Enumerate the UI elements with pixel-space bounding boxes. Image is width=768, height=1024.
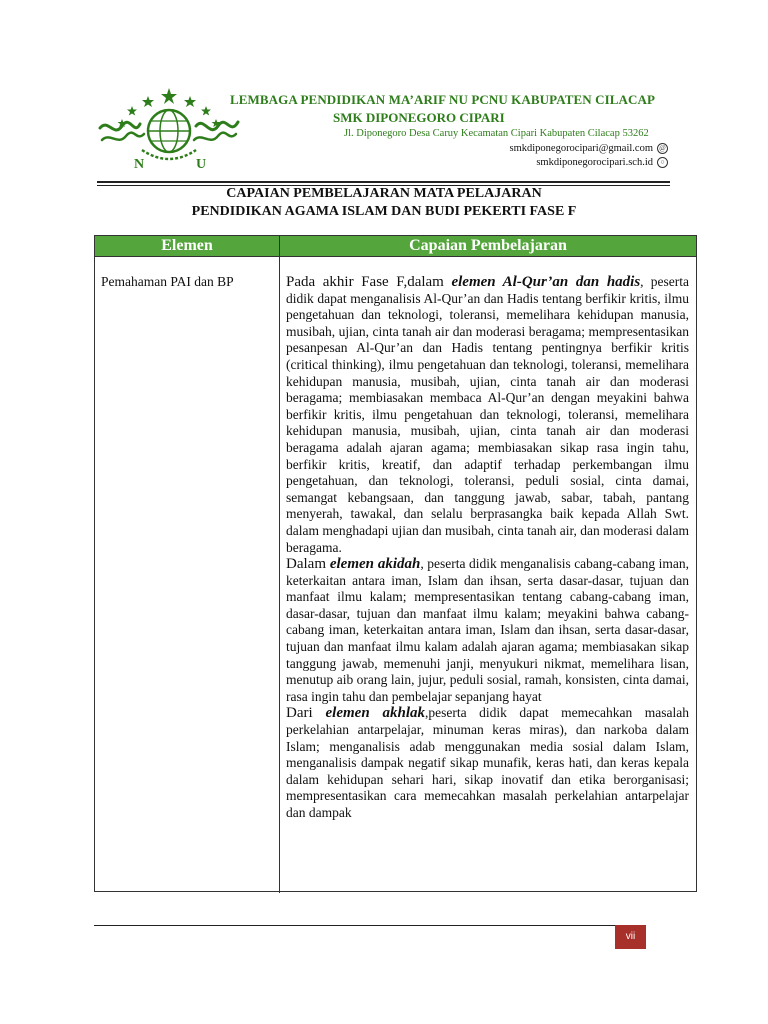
nu-logo bbox=[96, 86, 242, 174]
document-title-line2: PENDIDIKAN AGAMA ISLAM DAN BUDI PEKERTI FASE F bbox=[191, 204, 577, 219]
outcome-cell bbox=[286, 274, 689, 891]
school-website bbox=[536, 157, 668, 168]
school-email bbox=[509, 143, 668, 154]
logo-letter-n: N bbox=[134, 157, 145, 172]
element-name-akidah: elemen akidah bbox=[329, 556, 421, 573]
paragraph-lead: Dalam bbox=[286, 556, 330, 573]
paragraph-lead: Dari bbox=[286, 705, 326, 722]
paragraph-text: , peserta didik menganalisis cabang-cabang iman, keterkaitan antara iman, Islam dan ihsan, serta dasar-dasar, tujuan dan manfaat ilmu kalam; mempresentasikan tentang cabang-cabang iman, dasar-dasar, tujuan dan manfaat ilmu kalam; meyakini bahwa cabang-cabang iman, keterkaitan antara iman, Islam dan ihsan, serta dasar-dasar, tujuan dan manfaat ilmu kalam adalah ajaran agama; membiasakan sikap tanggung jawab, memenuhi janji, menyukuri nikmat, memelihara lisan, menutup aib orang lain, jujur, peduli sosial, ramah, konsisten, cinta damai, rasa ingin tahu dan pembelajar sepanjang hayat bbox=[286, 556, 689, 704]
email-icon: @ bbox=[657, 143, 668, 154]
email-text: smkdiponegorocipari@gmail.com bbox=[509, 143, 653, 154]
element-name-akhlak: elemen akhlak bbox=[325, 705, 426, 722]
document-title-line1: CAPAIAN PEMBELAJARAN MATA PELAJARAN bbox=[226, 186, 542, 201]
paragraph-akidah bbox=[286, 556, 689, 705]
element-cell: Pemahaman PAI dan BP bbox=[101, 274, 234, 289]
column-divider bbox=[279, 236, 280, 893]
header-capaian: Capaian Pembelajaran bbox=[280, 236, 696, 256]
learning-outcomes-table bbox=[94, 235, 697, 892]
header-divider bbox=[95, 256, 696, 257]
paragraph-lead: Pada akhir Fase F,dalam bbox=[286, 274, 452, 290]
header-elemen: Elemen bbox=[95, 236, 279, 256]
paragraph-quran-hadis bbox=[286, 274, 689, 556]
paragraph-text: , peserta didik dapat menganalisis Al-Qur’an dan Hadis tentang berfikir kritis, ilmu pengetahuan dan teknologi, toleransi, memelihara kehidupan manusia, musibah, ujian, cinta tanah air dan moderasi beragama; mempresentasikan pesanpesan Al-Qur’an dan Hadis tentang pentingnya berfikir kritis (critical thinking), ilmu pengetahuan dan teknologi, toleransi, memelihara kehidupan manusia, musibah, ujian, cinta tanah air dan moderasi beragama; membiasakan membaca Al-Qur’an dengan meyakini bahwa berfikir kritis, ilmu pengetahuan dan teknologi, toleransi, memelihara kehidupan manusia, musibah, ujian, cinta tanah air dan moderasi beragama adalah ajaran agama; membiasakan sikap rasa ingin tahu, berfikir kritis, kreatif, dan adaptif terhadap perkembangan ilmu pengetahuan, dan teknologi, toleransi, peduli sosial, cinta damai, semangat kebangsaan, dan tanggung jawab, sabar, tabah, pantang menyerah, tawakal, dan selalu berprasangka baik kepada Allah Swt. dalam menghadapi ujian dan musibah, cinta tanah air, dan moderasi dalam beragama. bbox=[286, 274, 689, 555]
school-name: SMK DIPONEGORO CIPARI bbox=[333, 110, 505, 125]
footer-rule bbox=[94, 925, 646, 926]
logo-letter-u: U bbox=[196, 157, 207, 172]
page-number: vii bbox=[615, 925, 646, 949]
element-name-quran-hadis: elemen Al-Qur’an dan hadis bbox=[451, 274, 641, 290]
paragraph-akhlak bbox=[286, 705, 689, 821]
paragraph-text: ,peserta didik dapat memecahkan masalah perkelahian antarpelajar, minuman keras miras), dan narkoba dalam Islam; menganalisis adab menggunakan media sosial dalam Islam, menganalisis dampak negatif sikap munafik, keras hati, dan keras kepala dalam kehidupan sehari hari, sikap inovatif dan etika berorganisasi; mempresentasikan cara memecahkan masalah perkelahian antarpelajar dan dampak bbox=[286, 705, 689, 820]
organization-name: LEMBAGA PENDIDIKAN MA’ARIF NU PCNU KABUPATEN CILACAP bbox=[230, 92, 656, 107]
website-text: smkdiponegorocipari.sch.id bbox=[536, 157, 653, 168]
school-address: Jl. Diponegoro Desa Caruy Kecamatan Cipari Kabupaten Cilacap 53262 bbox=[344, 128, 649, 139]
letterhead-rule-thick bbox=[97, 181, 670, 183]
globe-icon: ○ bbox=[657, 157, 668, 168]
